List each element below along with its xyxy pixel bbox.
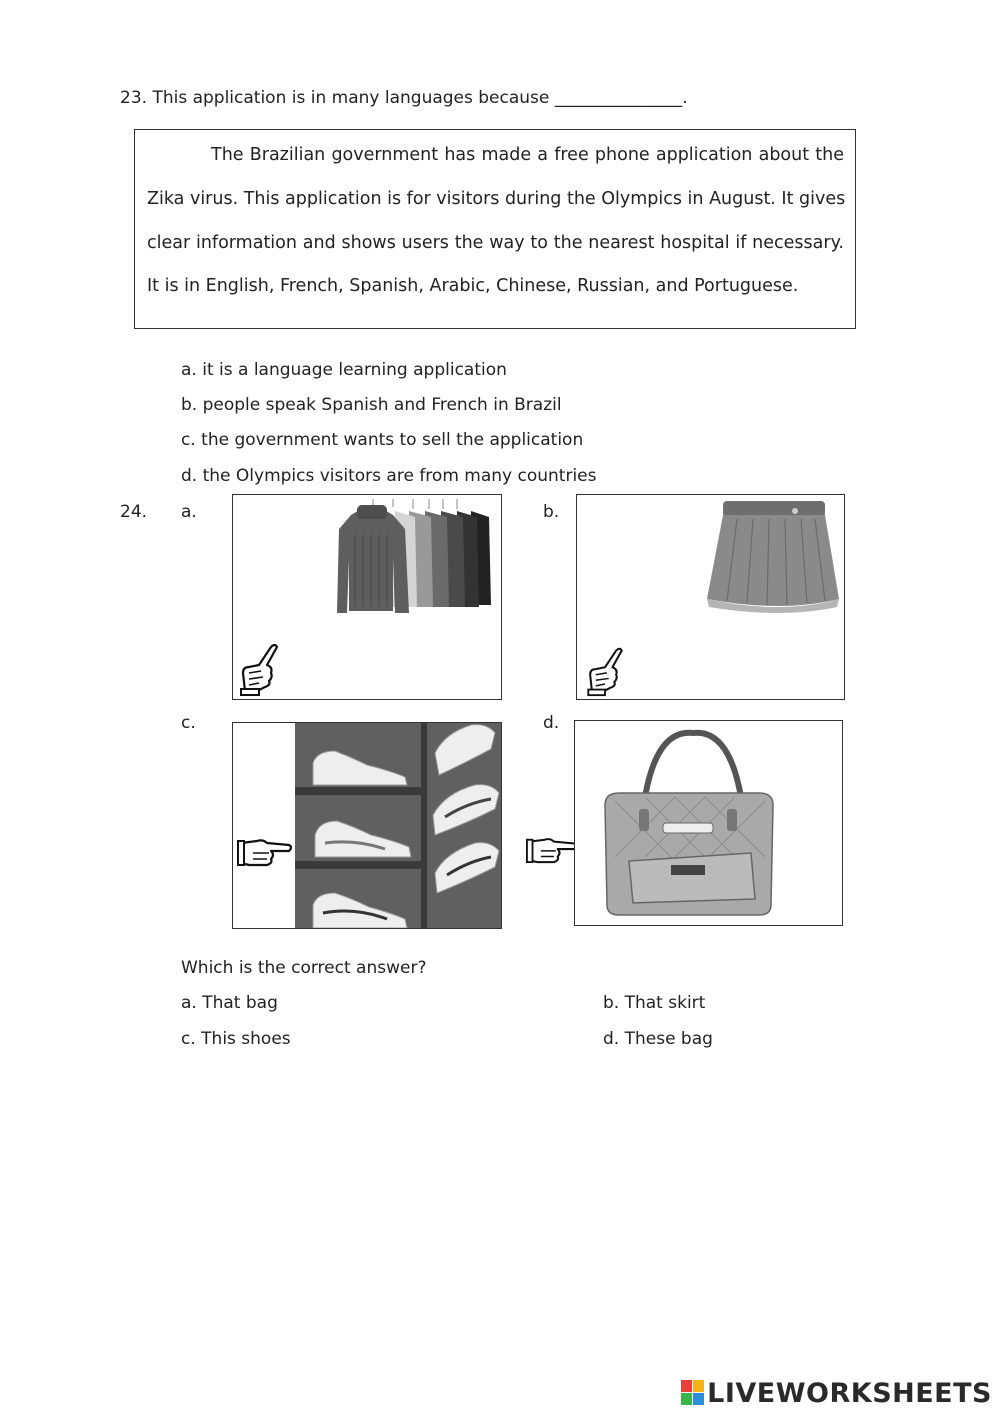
pointing-hand-right-icon xyxy=(237,835,295,869)
pointing-hand-up-icon xyxy=(237,641,281,697)
picture-label-a: a. xyxy=(181,502,197,522)
passage-line: The Brazilian government has made a free phone application about the xyxy=(211,145,844,165)
answer-option-d[interactable]: d. the Olympics visitors are from many countries xyxy=(181,466,597,486)
question-23: 23. This application is in many languages because _______________. xyxy=(120,88,688,108)
answer-option-c[interactable]: c. the government wants to sell the application xyxy=(181,430,584,450)
picture-sweaters xyxy=(232,494,502,700)
answer-option-a[interactable]: a. it is a language learning application xyxy=(181,360,507,380)
answer-option-c[interactable]: c. This shoes xyxy=(181,1029,291,1049)
passage-line: clear information and shows users the way to the nearest hospital if necessary. xyxy=(147,233,844,253)
logo-text: LIVEWORKSHEETS xyxy=(707,1377,992,1409)
handbag-illustration xyxy=(575,721,842,925)
shoes-illustration xyxy=(295,723,501,928)
picture-handbag xyxy=(574,720,843,926)
picture-shoes xyxy=(232,722,502,929)
picture-skirt xyxy=(576,494,845,700)
reading-passage-box xyxy=(134,129,856,329)
answer-option-a[interactable]: a. That bag xyxy=(181,993,278,1013)
answer-option-b[interactable]: b. That skirt xyxy=(603,993,706,1013)
pointing-hand-up-icon xyxy=(583,645,627,697)
pointing-hand-right-icon xyxy=(526,833,580,871)
logo-blocks-icon xyxy=(681,1380,705,1406)
liveworksheets-logo xyxy=(681,1376,992,1410)
picture-label-c: c. xyxy=(181,713,196,733)
answer-option-b[interactable]: b. people speak Spanish and French in Brazil xyxy=(181,395,562,415)
passage-line: Zika virus. This application is for visitors during the Olympics in August. It gives xyxy=(147,189,846,209)
picture-label-d: d. xyxy=(543,713,560,733)
picture-label-b: b. xyxy=(543,502,560,522)
question-24: Which is the correct answer? xyxy=(181,958,427,978)
answer-option-d[interactable]: d. These bag xyxy=(603,1029,713,1049)
question-24-number: 24. xyxy=(120,502,148,522)
passage-line: It is in English, French, Spanish, Arabic, Chinese, Russian, and Portuguese. xyxy=(147,276,799,296)
